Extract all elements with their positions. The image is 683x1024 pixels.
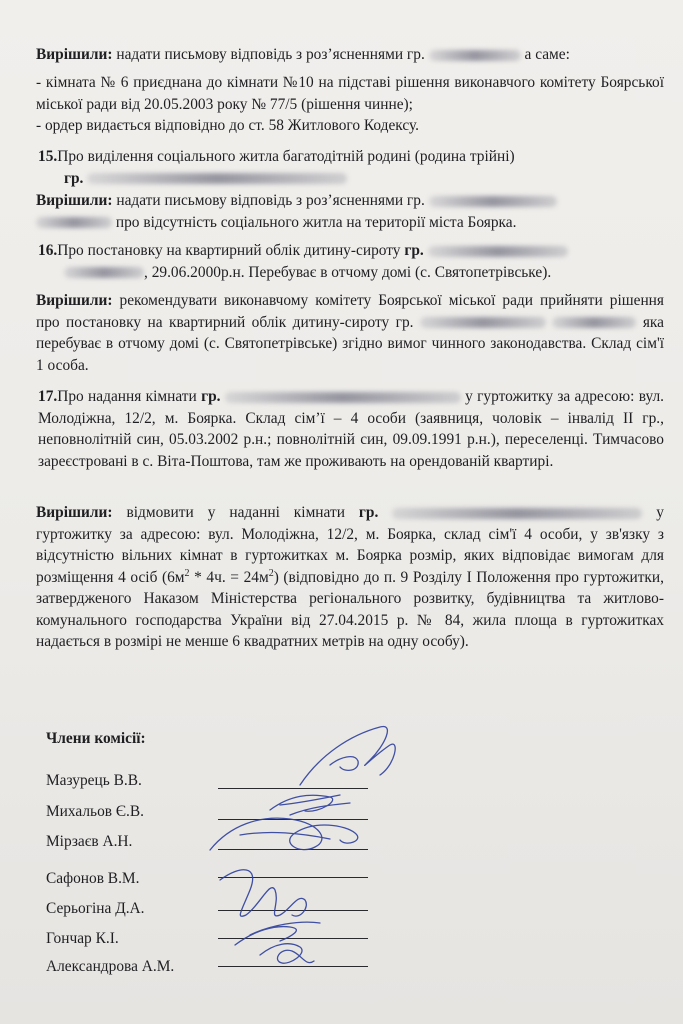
item16-heading: [38, 240, 666, 283]
decision-text: відмовити у наданні кімнати: [126, 504, 345, 521]
redacted-name: [36, 217, 112, 228]
decision-text-tail: яка перебуває в отчому домі (с. Святопетрівське) згідно вимог чинного законодавства. Склад сім'ї 1 особа.: [36, 313, 664, 374]
decided-label: Вирішили:: [36, 192, 113, 209]
signatures: [180, 715, 440, 985]
item17-heading: [38, 386, 664, 472]
decided-label: Вирішили:: [36, 504, 113, 521]
superscript-2: 2: [184, 567, 190, 579]
item16-text: Про постановку на квартирний облік дитину-сироту: [57, 242, 401, 259]
member-name: Сафонов В.М.: [46, 870, 140, 887]
redacted-name: [64, 267, 144, 278]
bullet-1: - кімната № 6 приєднана до кімнати №10 на підставі рішення виконавчого комітету Боярської міської ради від 20.05.2003 року № 77/5 (рішення чинне);: [36, 74, 664, 113]
redacted-name: [392, 508, 642, 519]
decided-label: Вирішили:: [36, 46, 113, 63]
member-name: Гончар К.І.: [46, 930, 119, 947]
redacted-name: [429, 196, 557, 207]
signature-2: [270, 795, 350, 815]
item16-decision: [36, 290, 664, 376]
superscript-2: 2: [268, 567, 274, 579]
item17-gr: гр.: [201, 388, 221, 405]
decision-text-tail: про відсутність соціального житла на території міста Боярка.: [115, 213, 517, 231]
decision-text-c: * 4ч. = 24м: [189, 568, 269, 586]
decision-text: надати письмову відповідь з роз’ясненнями гр.: [116, 46, 425, 63]
decision-text-d: ) (відповідно до п. 9 Розділу І Положення про гуртожитки, затвердженого Наказом Міністерства регіонального розвитку, будівництва та житлово-комунального господарства України від 27.04.2015 р. № 84, жила площа в гуртожитках надається в розмірі не менше 6 квадратних метрів на одну особу).: [36, 568, 664, 650]
decision-text-tail: а саме:: [524, 46, 570, 63]
item17-decision-gr: гр.: [358, 504, 379, 521]
member-name: Мазурець В.В.: [46, 772, 142, 789]
signature-6: [260, 944, 314, 963]
signature-5: [235, 922, 320, 945]
redacted-name: [429, 50, 521, 61]
section14-decision: [36, 44, 664, 66]
item16-text-tail: , 29.06.2000р.н. Перебуває в отчому домі (с. Святопетрівське).: [144, 263, 552, 281]
item15-gr: гр.: [64, 169, 84, 187]
signature-4: [220, 870, 306, 917]
redacted-name: [428, 246, 568, 257]
redacted-name: [87, 173, 347, 184]
item16-gr: гр.: [404, 242, 424, 259]
item15-number: 15.: [38, 148, 58, 165]
member-name: Александрова А.М.: [46, 958, 175, 975]
item17-text: Про надання кімнати: [57, 388, 197, 405]
item17-text-tail: у гуртожитку за адресою: вул. Молодіжна, 12/2, м. Боярка. Склад сім’ї – 4 особи (заявниця, чоловік – інвалід ІІ гр., неповнолітній син, 05.03.2002 р.н.; повнолітній син, 09.09.1991 р.н.), переселенці. Тимчасово зареєстровані в с. Віта-Поштова, там же проживають на орендованій квартирі.: [38, 388, 664, 470]
commission-title: Члени комісії:: [46, 730, 146, 747]
decision-text-b: у гуртожитку за адресою: вул. Молодіжна, 12/2, м. Боярка, склад сім'ї 4 особи, у зв'язку з відсутністю вільних кімнат в гуртожитках м. Боярка розмір, яких відповідає вимогам для розміщення 4 осіб (6м: [36, 504, 664, 586]
redacted-name: [552, 317, 636, 328]
signature-1: [300, 727, 395, 785]
item15-text: Про виділення соціального житла багатодітній родині (родина трійні): [57, 148, 515, 165]
bullet-2: - ордер видається відповідно до ст. 58 Житлового Кодексу.: [36, 117, 420, 134]
item15-decision: [36, 190, 664, 233]
decided-label: Вирішили:: [36, 292, 113, 309]
item15-heading: [38, 146, 666, 189]
redacted-name: [225, 392, 461, 403]
signature-3: [210, 818, 358, 850]
decision-text: надати письмову відповідь з роз’ясненнями гр.: [116, 192, 425, 209]
member-name: Серьогіна Д.А.: [46, 900, 145, 917]
member-name: Михальов Є.В.: [46, 803, 145, 820]
member-name: Мірзаєв А.Н.: [46, 833, 133, 850]
decision-text: рекомендувати виконавчому комітету Боярської міської ради прийняти рішення про постановку на квартирний облік дитину-сироту гр.: [36, 292, 664, 331]
item17-number: 17.: [38, 388, 58, 405]
redacted-name: [420, 317, 546, 328]
item17-decision: [36, 502, 664, 653]
item16-number: 16.: [38, 242, 58, 259]
